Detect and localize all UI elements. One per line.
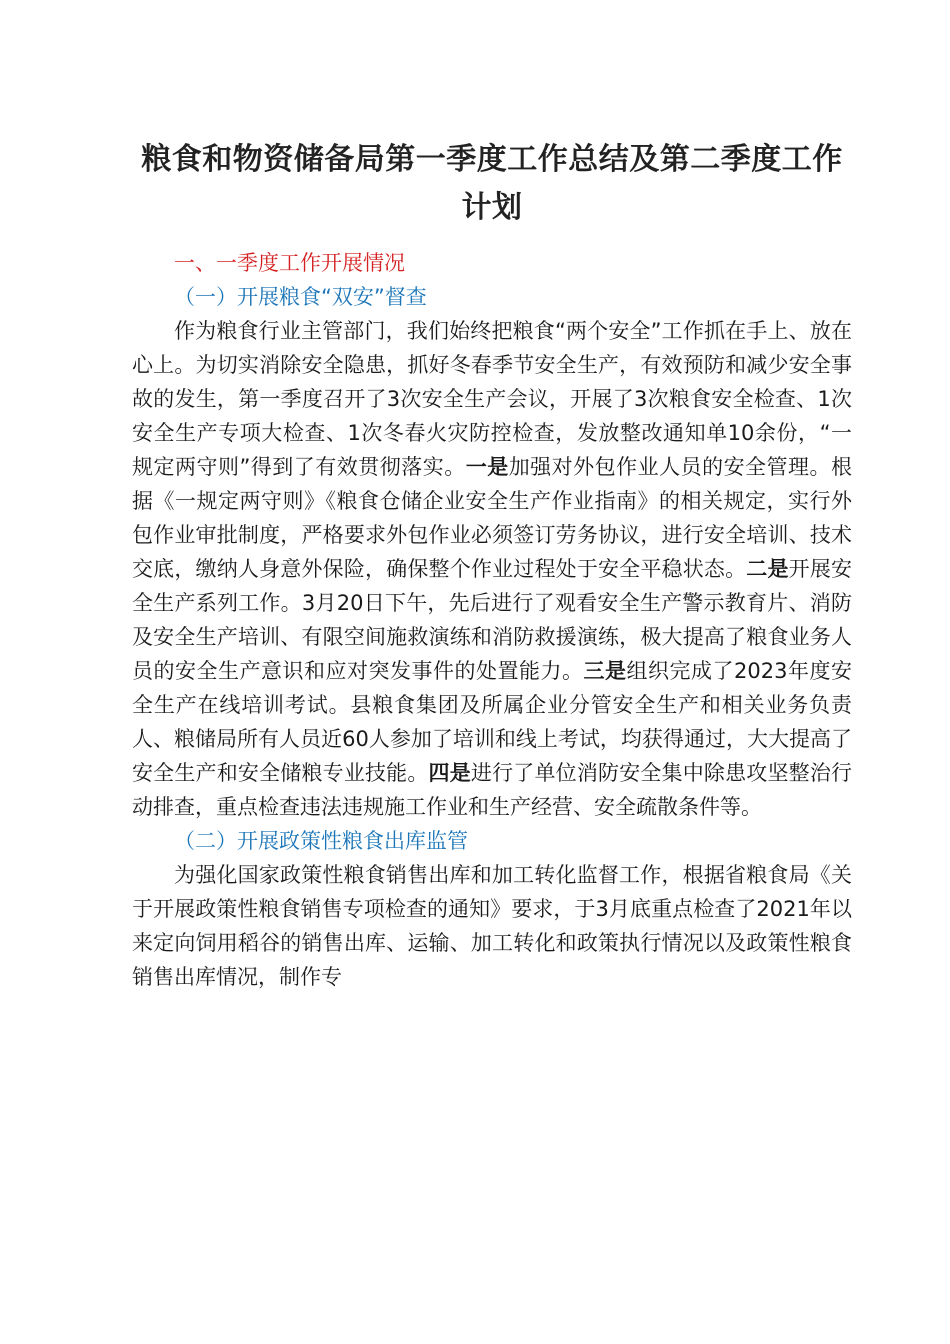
paragraph-1-text-c: 开展安全生产系列工作。3月20日下午，先后进行了观看安全生产警示教育片、消防及安全生产培训、有限空间施救演练和消防救援演练，极大提高了粮食业务人员的安全生产意识和应对突发事件的处置能力。 — [132, 557, 853, 683]
keyword-1: 一是 — [465, 455, 509, 479]
paragraph-1 — [132, 314, 852, 824]
paragraph-1-text-b: 加强对外包作业人员的安全管理。根据《一规定两守则》《粮食仓储企业安全生产作业指南》的相关规定，实行外包作业审批制度，严格要求外包作业必须签订劳务协议，进行安全培训、技术交底，缴纳人身意外保险，确保整个作业过程处于安全平稳状态。 — [132, 455, 853, 581]
subsection-heading-1: （一）开展粮食“双安”督查 — [174, 285, 427, 309]
keyword-2: 二是 — [746, 557, 789, 581]
paragraph-1-text-a: 作为粮食行业主管部门，我们始终把粮食“两个安全”工作抓在手上、放在心上。为切实消除安全隐患，抓好冬春季节安全生产，有效预防和减少安全事故的发生，第一季度召开了3次安全生产会议，开展了3次粮食安全检查、1次安全生产专项大检查、1次冬春火灾防控检查，发放整改通知单10余份，“一规定两守则”得到了有效贯彻落实。 — [132, 319, 852, 479]
section-heading-1: 一、一季度工作开展情况 — [174, 251, 405, 275]
paragraph-1-text-d: 组织完成了2023年度安全生产在线培训考试。县粮食集团及所属企业分管安全生产和相关业务负责人、粮储局所有人员近60人参加了培训和线上考试，均获得通过，大大提高了安全生产和安全储粮专业技能。 — [132, 659, 853, 785]
page-title: 粮食和物资储备局第一季度工作总结及第二季度工作计划 — [141, 142, 843, 225]
paragraph-2: 为强化国家政策性粮食销售出库和加工转化监督工作，根据省粮食局《关于开展政策性粮食销售专项检查的通知》要求，于3月底重点检查了2021年以来定向饲用稻谷的销售出库、运输、加工转化和政策执行情况以及政策性粮食销售出库情况，制作专 — [132, 863, 852, 989]
keyword-4: 四是 — [428, 761, 471, 785]
subsection-heading-2: （二）开展政策性粮食出库监管 — [174, 829, 468, 853]
paragraph-1-text-e: 进行了单位消防安全集中除患攻坚整治行动排查，重点检查违法违规施工作业和生产经营、安全疏散条件等。 — [132, 761, 853, 819]
document-page — [132, 136, 852, 994]
keyword-3: 三是 — [583, 659, 627, 683]
